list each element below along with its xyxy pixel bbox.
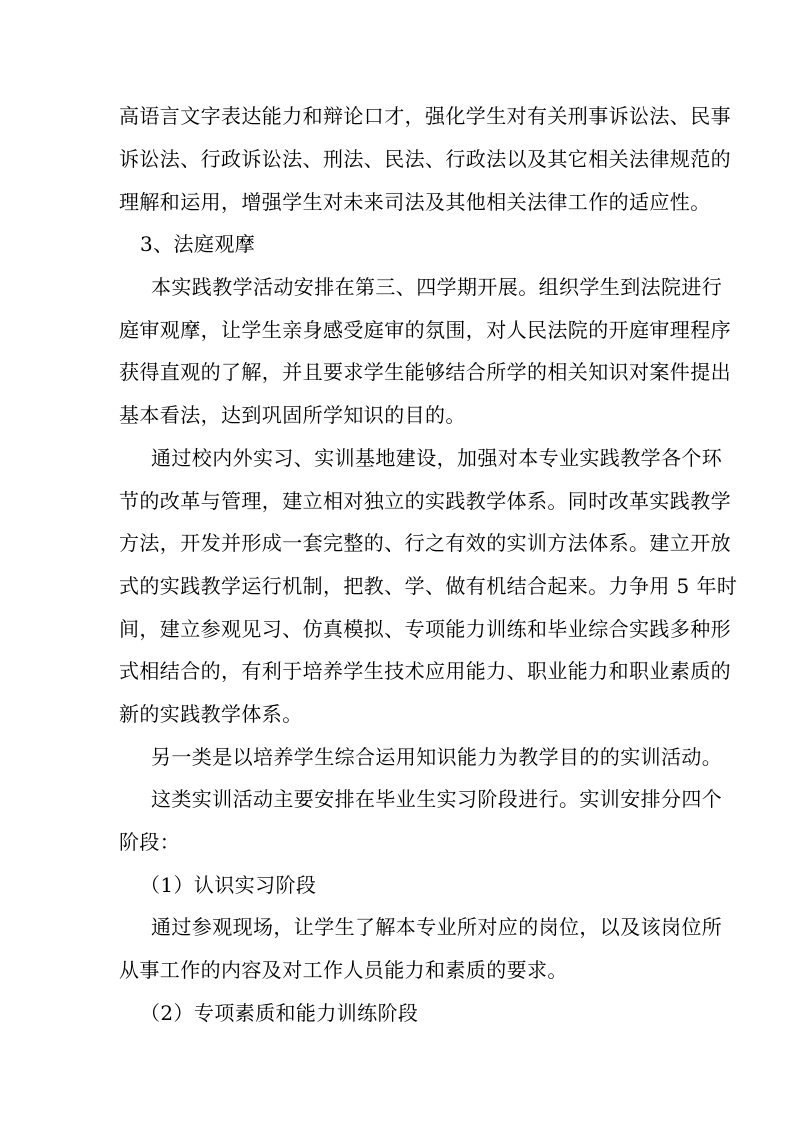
text-line: 庭审观摩，让学生亲身感受庭审的氛围，对人民法院的开庭审理程序 — [119, 318, 731, 342]
text-line: 基本看法，达到巩固所学知识的目的。 — [119, 403, 466, 427]
text-line: 通过参观现场，让学生了解本专业所对应的岗位，以及该岗位所 — [151, 915, 723, 939]
text-line: 本实践教学活动安排在第三、四学期开展。组织学生到法院进行 — [151, 275, 723, 299]
text-line: 新的实践教学体系。 — [119, 702, 303, 726]
text-line: 式的实践教学运行机制，把教、学、做有机结合起来。力争用 5 年时 — [119, 574, 738, 598]
text-line: 通过校内外实习、实训基地建设，加强对本专业实践教学各个环 — [151, 446, 723, 470]
text-line: 方法，开发并形成一套完整的、行之有效的实训方法体系。建立开放 — [119, 531, 731, 555]
text-line: 高语言文字表达能力和辩论口才，强化学生对有关刑事诉讼法、民事 — [119, 104, 731, 128]
text-line: 获得直观的了解，并且要求学生能够结合所学的相关知识对案件提出 — [119, 360, 731, 384]
text-line: 诉讼法、行政诉讼法、刑法、民法、行政法以及其它相关法律规范的 — [119, 147, 731, 171]
text-line: 理解和运用，增强学生对未来司法及其他相关法律工作的适应性。 — [119, 190, 711, 214]
text-line: 这类实训活动主要安排在毕业生实习阶段进行。实训安排分四个 — [151, 787, 723, 811]
text-line: 另一类是以培养学生综合运用知识能力为教学目的的实训活动。 — [151, 745, 723, 769]
text-line: 式相结合的，有利于培养学生技术应用能力、职业能力和职业素质的 — [119, 659, 731, 683]
text-line: 从事工作的内容及对工作人员能力和素质的要求。 — [119, 958, 568, 982]
section-heading: 3、法庭观摩 — [140, 232, 256, 256]
text-line: 阶段： — [119, 830, 181, 854]
text-line: 间，建立参观见习、仿真模拟、专项能力训练和毕业综合实践多种形 — [119, 617, 731, 641]
subsection-heading: （1）认识实习阶段 — [140, 873, 317, 897]
text-line: 节的改革与管理，建立相对独立的实践教学体系。同时改革实践教学 — [119, 489, 731, 513]
subsection-heading: （2）专项素质和能力训练阶段 — [140, 1001, 419, 1025]
